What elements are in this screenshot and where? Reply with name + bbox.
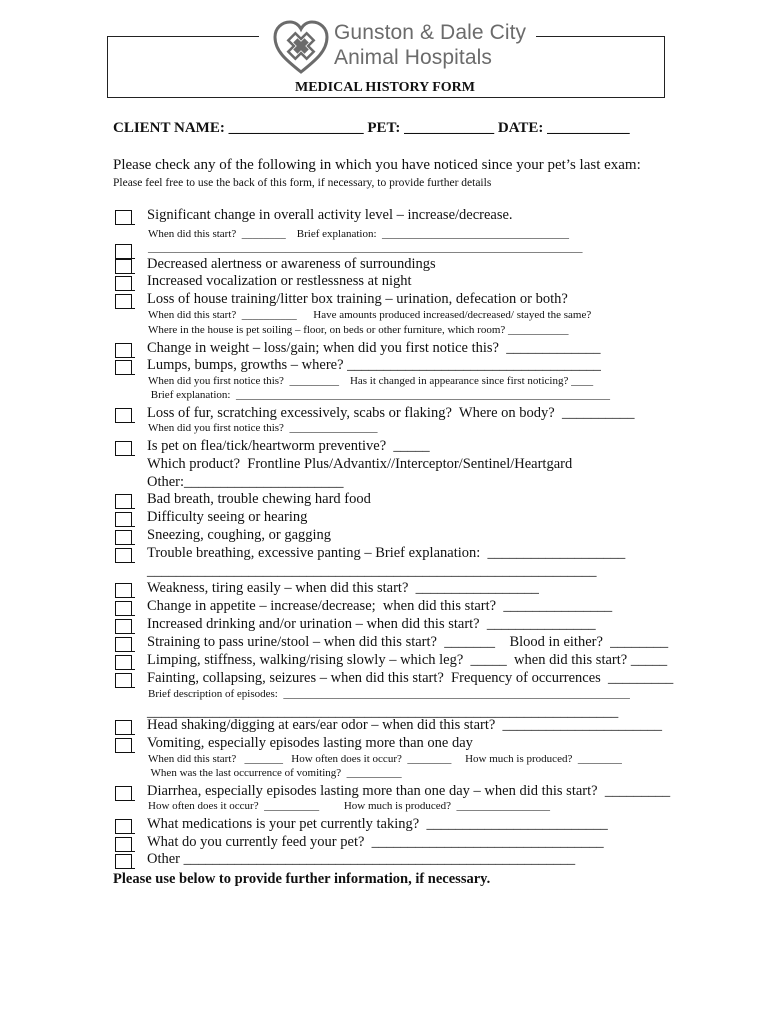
- detail-line: Brief description of episodes: _______________________________________________________________: [148, 688, 630, 700]
- question-line: Decreased alertness or awareness of surroundings: [147, 256, 436, 272]
- heart-cross-icon: [272, 18, 330, 76]
- detail-line: Where in the house is pet soiling – floor, on beds or other furniture, which room? ___________: [148, 324, 569, 336]
- question-line: Difficulty seeing or hearing: [147, 509, 308, 525]
- question-line: Weakness, tiring easily – when did this start? _________________: [147, 580, 539, 596]
- checkbox[interactable]: [115, 294, 132, 309]
- checkbox[interactable]: [115, 210, 132, 225]
- client-info-line[interactable]: CLIENT NAME: __________________ PET: ____________ DATE: ___________: [113, 120, 630, 136]
- question-line: Straining to pass urine/stool – when did this start? _______ Blood in either? ________: [147, 634, 669, 650]
- question-line: Fainting, collapsing, seizures – when did this start? Frequency of occurrences _________: [147, 670, 674, 686]
- question-line: Sneezing, coughing, or gagging: [147, 527, 332, 543]
- intro-text: Please check any of the following in which you have noticed since your pet’s last exam:: [113, 157, 641, 173]
- checkbox[interactable]: [115, 512, 132, 527]
- checkbox[interactable]: [115, 583, 132, 598]
- checkbox[interactable]: [115, 720, 132, 735]
- question-line: Lumps, bumps, growths – where? ___________________________________: [147, 357, 601, 373]
- question-line: Other ______________________________________________________: [147, 851, 576, 867]
- question-line: Other:______________________: [147, 474, 344, 490]
- checkbox[interactable]: [115, 819, 132, 834]
- detail-line: When did you first notice this? ________________: [148, 422, 378, 434]
- checkbox[interactable]: [115, 854, 132, 869]
- detail-line: Brief explanation: ____________________________________________________________________: [148, 389, 610, 401]
- question-line: Limping, stiffness, walking/rising slowly – which leg? _____ when did this start? _____: [147, 652, 668, 668]
- detail-line: When did this start? __________ Have amounts produced increased/decreased/ stayed the same?: [148, 309, 592, 321]
- detail-line: When did you first notice this? _________ Has it changed in appearance since first noticing? ____: [148, 375, 594, 387]
- checkbox[interactable]: [115, 408, 132, 423]
- checkbox[interactable]: [115, 494, 132, 509]
- checkbox[interactable]: [115, 244, 132, 259]
- question-line: Increased vocalization or restlessness at night: [147, 273, 412, 289]
- form-title: MEDICAL HISTORY FORM: [295, 80, 475, 95]
- checkbox[interactable]: [115, 601, 132, 616]
- hospital-logo: [268, 16, 532, 78]
- detail-line: When did this start? _______ How often does it occur? ________ How much is produced? ________: [148, 753, 622, 765]
- question-line: Bad breath, trouble chewing hard food: [147, 491, 371, 507]
- checkbox[interactable]: [115, 530, 132, 545]
- question-line: Change in appetite – increase/decrease; when did this start? _______________: [147, 598, 613, 614]
- logo-line-2: Animal Hospitals: [334, 46, 492, 69]
- checkbox[interactable]: [115, 786, 132, 801]
- question-line: Significant change in overall activity level – increase/decrease.: [147, 207, 513, 223]
- question-line: _________________________________________________________________: [147, 704, 619, 720]
- question-line: What medications is your pet currently taking? _________________________: [147, 816, 608, 832]
- question-line: Head shaking/digging at ears/ear odor – when did this start? ______________________: [147, 717, 663, 733]
- detail-line: When was the last occurrence of vomiting? __________: [148, 767, 402, 779]
- checkbox[interactable]: [115, 548, 132, 563]
- question-line: Loss of house training/litter box training – urination, defecation or both?: [147, 291, 568, 307]
- detail-line: When did this start? ________ Brief explanation: __________________________________: [148, 228, 570, 240]
- question-line: Diarrhea, especially episodes lasting more than one day – when did this start? _________: [147, 783, 671, 799]
- checkbox[interactable]: [115, 343, 132, 358]
- checkbox[interactable]: [115, 276, 132, 291]
- question-line: Is pet on flea/tick/heartworm preventive? _____: [147, 438, 430, 454]
- checkbox[interactable]: [115, 673, 132, 688]
- question-line: Change in weight – loss/gain; when did you first notice this? _____________: [147, 340, 601, 356]
- further-info-note: Please use below to provide further information, if necessary.: [113, 871, 491, 887]
- question-line: Increased drinking and/or urination – when did this start? _______________: [147, 616, 596, 632]
- logo-line-1: Gunston & Dale City: [334, 21, 527, 44]
- question-line: Vomiting, especially episodes lasting more than one day: [147, 735, 473, 751]
- intro-subtext: Please feel free to use the back of this form, if necessary, to provide further details: [113, 177, 492, 189]
- question-line: ______________________________________________________________: [147, 563, 597, 579]
- question-line: Which product? Frontline Plus/Advantix//Interceptor/Sentinel/Heartgard: [147, 456, 573, 472]
- checkbox[interactable]: [115, 637, 132, 652]
- question-line: What do you currently feed your pet? ________________________________: [147, 834, 604, 850]
- detail-line: _______________________________________________________________________________: [148, 242, 583, 254]
- detail-line: How often does it occur? __________ How much is produced? _________________: [148, 800, 551, 812]
- checkbox[interactable]: [115, 655, 132, 670]
- checkbox[interactable]: [115, 738, 132, 753]
- checkbox[interactable]: [115, 837, 132, 852]
- checkbox[interactable]: [115, 441, 132, 456]
- question-line: Trouble breathing, excessive panting – Brief explanation: ___________________: [147, 545, 626, 561]
- question-line: Loss of fur, scratching excessively, scabs or flaking? Where on body? __________: [147, 405, 635, 421]
- checkbox[interactable]: [115, 360, 132, 375]
- checkbox[interactable]: [115, 619, 132, 634]
- checkbox[interactable]: [115, 259, 132, 274]
